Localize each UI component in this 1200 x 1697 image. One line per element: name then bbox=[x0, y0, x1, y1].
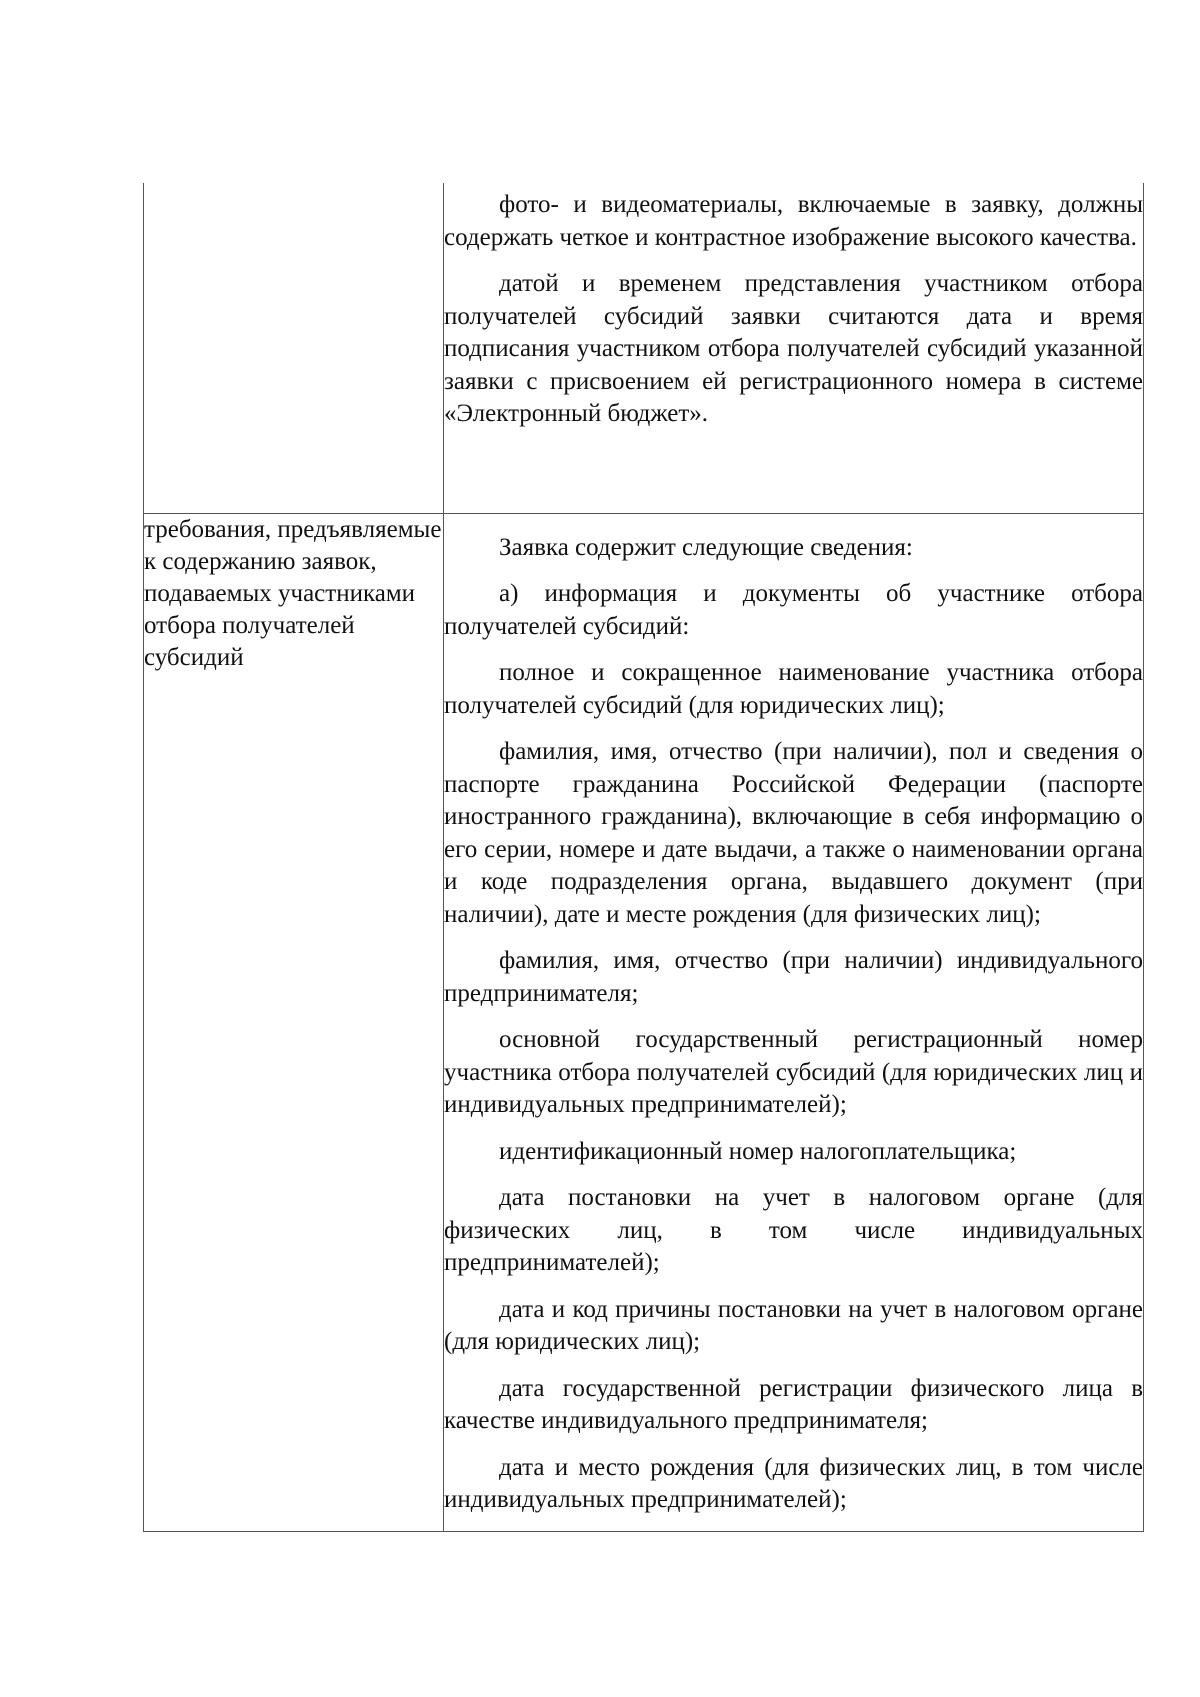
paragraph: дата и место рождения (для физических лиц, в том числе индивидуальных предпринимателей); bbox=[444, 1453, 1143, 1513]
paragraph: фото- и видеоматериалы, включаемые в заявку, должны содержать четкое и контрастное изображение высокого качества. bbox=[444, 191, 1143, 251]
table-row bbox=[144, 183, 1144, 513]
requirements-table bbox=[143, 183, 1144, 1532]
paragraph: идентификационный номер налогоплательщика; bbox=[499, 1137, 1017, 1165]
table-cell-right bbox=[444, 183, 1144, 513]
paragraph: фамилия, имя, отчество (при наличии), пол и сведения о паспорте гражданина Российской Федерации (паспорте иностранного гражданина), включающие в себя информацию о его серии, номере и дате выдачи, а также о наименовании органа и коде подразделения органа, выдавшего документ (при наличии), дате и месте рождения (для физических лиц); bbox=[444, 738, 1143, 928]
paragraph: фамилия, имя, отчество (при наличии) индивидуального предпринимателя; bbox=[444, 947, 1143, 1007]
paragraph: полное и сокращенное наименование участника отбора получателей субсидий (для юридических лиц); bbox=[444, 659, 1143, 719]
table-cell-right bbox=[444, 513, 1144, 1531]
table-cell-left-empty bbox=[144, 183, 444, 513]
table-cell-left-heading: требования, предъявляемые к содержанию заявок, подаваемых участниками отбора получателей субсидий bbox=[144, 513, 444, 1531]
table-row bbox=[144, 513, 1144, 1531]
paragraph: Заявка содержит следующие сведения: bbox=[499, 533, 913, 561]
paragraph: датой и временем представления участником отбора получателей субсидий заявки считаются дата и время подписания участником отбора получателей субсидий указанной заявки с присвоением ей регистрационного номера в системе «Электронный бюджет». bbox=[444, 270, 1143, 427]
paragraph: дата постановки на учет в налоговом органе (для физических лиц, в том числе индивидуальных предпринимателей); bbox=[444, 1184, 1143, 1276]
paragraph: основной государственный регистрационный номер участника отбора получателей субсидий (для юридических лиц и индивидуальных предпринимателей); bbox=[444, 1026, 1143, 1118]
paragraph: а) информация и документы об участнике отбора получателей субсидий: bbox=[444, 580, 1143, 640]
paragraph: дата и код причины постановки на учет в налоговом органе (для юридических лиц); bbox=[444, 1295, 1143, 1355]
paragraph: дата государственной регистрации физического лица в качестве индивидуального предпринимателя; bbox=[444, 1374, 1143, 1434]
